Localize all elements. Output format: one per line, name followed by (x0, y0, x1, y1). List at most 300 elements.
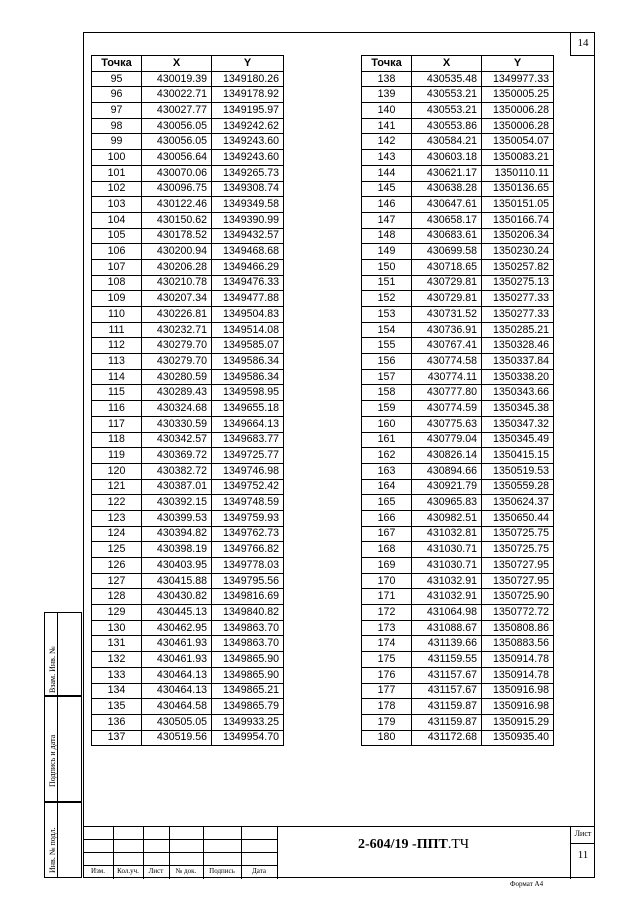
cell-x: 430464.13 (142, 667, 212, 683)
table-row (92, 291, 284, 307)
cell-point: 152 (362, 291, 412, 307)
table-row (362, 448, 554, 464)
cell-y: 1350006.28 (482, 118, 554, 134)
table-row (362, 354, 554, 370)
cell-x: 430226.81 (142, 307, 212, 323)
cell-y: 1350914.78 (482, 667, 554, 683)
cell-y: 1350650.44 (482, 510, 554, 526)
cell-y: 1350275.13 (482, 275, 554, 291)
cell-point: 98 (92, 118, 142, 134)
table-row (92, 683, 284, 699)
cell-y: 1349390.99 (212, 212, 284, 228)
cell-y: 1349586.34 (212, 354, 284, 370)
cell-x: 430445.13 (142, 605, 212, 621)
cell-x: 431032.91 (412, 573, 482, 589)
cell-point: 151 (362, 275, 412, 291)
cell-x: 430921.79 (412, 479, 482, 495)
cell-x: 430369.72 (142, 448, 212, 464)
cell-x: 431159.87 (412, 699, 482, 715)
table-row (92, 181, 284, 197)
header-point: Точка (362, 56, 412, 72)
table-row (362, 401, 554, 417)
cell-x: 431159.55 (412, 652, 482, 668)
document-code: 2-604/19 -ППТ.ТЧ (358, 837, 469, 852)
table-row (362, 636, 554, 652)
table-row (362, 416, 554, 432)
cell-x: 430767.41 (412, 338, 482, 354)
cell-point: 116 (92, 401, 142, 417)
cell-point: 124 (92, 526, 142, 542)
cell-point: 144 (362, 165, 412, 181)
cell-y: 1350285.21 (482, 322, 554, 338)
table-row (362, 558, 554, 574)
cell-point: 162 (362, 448, 412, 464)
cell-y: 1349746.98 (212, 463, 284, 479)
cell-point: 126 (92, 558, 142, 574)
cell-point: 168 (362, 542, 412, 558)
cell-point: 113 (92, 354, 142, 370)
table-row (362, 730, 554, 746)
cell-y: 1350883.56 (482, 636, 554, 652)
cell-y: 1350257.82 (482, 259, 554, 275)
cell-point: 165 (362, 495, 412, 511)
cell-x: 430464.58 (142, 699, 212, 715)
cell-y: 1350725.75 (482, 542, 554, 558)
cell-point: 119 (92, 448, 142, 464)
cell-x: 430779.04 (412, 432, 482, 448)
cell-x: 430279.70 (142, 354, 212, 370)
caption-data: Дата (252, 867, 266, 875)
cell-y: 1349349.58 (212, 197, 284, 213)
table-row (92, 71, 284, 87)
cell-point: 133 (92, 667, 142, 683)
cell-point: 163 (362, 463, 412, 479)
cell-point: 161 (362, 432, 412, 448)
cell-x: 430777.80 (412, 385, 482, 401)
caption-kol: Кол.уч. (117, 867, 139, 875)
cell-point: 112 (92, 338, 142, 354)
cell-point: 138 (362, 71, 412, 87)
cell-point: 170 (362, 573, 412, 589)
cell-y: 1350772.72 (482, 605, 554, 621)
cell-y: 1349865.90 (212, 667, 284, 683)
table-row (362, 542, 554, 558)
cell-x: 430461.93 (142, 652, 212, 668)
table-row (362, 589, 554, 605)
title-block (83, 826, 595, 878)
cell-point: 137 (92, 730, 142, 746)
side-stamp-inv (44, 802, 82, 878)
cell-x: 430826.14 (412, 448, 482, 464)
cell-x: 430553.21 (412, 103, 482, 119)
side-label-vzam: Взам. Инв. № (48, 646, 57, 693)
cell-point: 97 (92, 103, 142, 119)
cell-point: 178 (362, 699, 412, 715)
cell-y: 1349180.26 (212, 71, 284, 87)
cell-x: 430324.68 (142, 401, 212, 417)
cell-point: 156 (362, 354, 412, 370)
cell-y: 1349766.82 (212, 542, 284, 558)
table-row (92, 432, 284, 448)
table-row (92, 165, 284, 181)
sheet-label: Лист (574, 829, 592, 838)
table-row (92, 589, 284, 605)
cell-x: 431032.91 (412, 589, 482, 605)
header-y: Y (482, 56, 554, 72)
cell-point: 160 (362, 416, 412, 432)
cell-point: 167 (362, 526, 412, 542)
cell-x: 430382.72 (142, 463, 212, 479)
cell-x: 430553.21 (412, 87, 482, 103)
cell-point: 136 (92, 714, 142, 730)
table-row (92, 526, 284, 542)
table-row (362, 667, 554, 683)
cell-y: 1349477.88 (212, 291, 284, 307)
cell-y: 1349476.33 (212, 275, 284, 291)
cell-point: 114 (92, 369, 142, 385)
cell-point: 142 (362, 134, 412, 150)
cell-y: 1349514.08 (212, 322, 284, 338)
sheet-number: 11 (577, 849, 589, 861)
table-row (362, 87, 554, 103)
cell-point: 140 (362, 103, 412, 119)
cell-point: 176 (362, 667, 412, 683)
table-row (92, 573, 284, 589)
cell-x: 431064.98 (412, 605, 482, 621)
cell-point: 123 (92, 510, 142, 526)
cell-point: 102 (92, 181, 142, 197)
cell-point: 122 (92, 495, 142, 511)
cell-y: 1349683.77 (212, 432, 284, 448)
table-row (362, 181, 554, 197)
cell-y: 1350230.24 (482, 244, 554, 260)
cell-point: 153 (362, 307, 412, 323)
header-y: Y (212, 56, 284, 72)
cell-point: 108 (92, 275, 142, 291)
cell-point: 179 (362, 714, 412, 730)
table-row (92, 275, 284, 291)
cell-x: 430019.39 (142, 71, 212, 87)
cell-y: 1350914.78 (482, 652, 554, 668)
cell-y: 1349468.68 (212, 244, 284, 260)
cell-point: 171 (362, 589, 412, 605)
cell-y: 1350935.40 (482, 730, 554, 746)
cell-y: 1349752.42 (212, 479, 284, 495)
table-row (362, 714, 554, 730)
cell-x: 430553.86 (412, 118, 482, 134)
cell-x: 430584.21 (412, 134, 482, 150)
table-row (92, 667, 284, 683)
header-x: X (412, 56, 482, 72)
table-row (362, 510, 554, 526)
cell-x: 430330.59 (142, 416, 212, 432)
cell-point: 147 (362, 212, 412, 228)
header-x: X (142, 56, 212, 72)
cell-point: 107 (92, 259, 142, 275)
cell-y: 1349308.74 (212, 181, 284, 197)
cell-point: 115 (92, 385, 142, 401)
cell-y: 1350005.25 (482, 87, 554, 103)
table-row (92, 103, 284, 119)
table-row (362, 495, 554, 511)
cell-point: 154 (362, 322, 412, 338)
caption-doc: № док. (175, 867, 197, 875)
table-row (362, 683, 554, 699)
table-row (362, 307, 554, 323)
table-row (92, 479, 284, 495)
cell-y: 1349243.60 (212, 134, 284, 150)
cell-y: 1350725.90 (482, 589, 554, 605)
cell-x: 430462.95 (142, 620, 212, 636)
cell-y: 1350624.37 (482, 495, 554, 511)
cell-y: 1350206.34 (482, 228, 554, 244)
cell-point: 135 (92, 699, 142, 715)
cell-y: 1350277.33 (482, 307, 554, 323)
table-row (92, 636, 284, 652)
side-stamp-vzam (44, 612, 82, 696)
cell-point: 101 (92, 165, 142, 181)
cell-point: 174 (362, 636, 412, 652)
side-label-inv: Инв. № подл. (48, 827, 57, 873)
cell-point: 128 (92, 589, 142, 605)
table-row (362, 652, 554, 668)
cell-point: 132 (92, 652, 142, 668)
table-row (92, 542, 284, 558)
cell-y: 1349778.03 (212, 558, 284, 574)
cell-x: 430342.57 (142, 432, 212, 448)
cell-x: 430399.53 (142, 510, 212, 526)
table-row (362, 118, 554, 134)
cell-x: 431157.67 (412, 667, 482, 683)
cell-y: 1350345.38 (482, 401, 554, 417)
cell-point: 177 (362, 683, 412, 699)
cell-y: 1350110.11 (482, 165, 554, 181)
table-row (362, 322, 554, 338)
caption-podpis: Подпись (209, 867, 235, 875)
cell-y: 1349585.07 (212, 338, 284, 354)
cell-y: 1350151.05 (482, 197, 554, 213)
table-row (92, 228, 284, 244)
table-row (92, 338, 284, 354)
cell-x: 430280.59 (142, 369, 212, 385)
table-row (362, 605, 554, 621)
cell-point: 131 (92, 636, 142, 652)
cell-point: 157 (362, 369, 412, 385)
cell-y: 1350006.28 (482, 103, 554, 119)
cell-x: 430200.94 (142, 244, 212, 260)
cell-x: 430056.64 (142, 150, 212, 166)
cell-y: 1350916.98 (482, 683, 554, 699)
side-label-podpis: Подпись и дата (48, 734, 57, 787)
cell-x: 430505.05 (142, 714, 212, 730)
cell-point: 164 (362, 479, 412, 495)
cell-y: 1349432.57 (212, 228, 284, 244)
cell-x: 431088.67 (412, 620, 482, 636)
cell-x: 431032.81 (412, 526, 482, 542)
cell-point: 143 (362, 150, 412, 166)
cell-point: 173 (362, 620, 412, 636)
cell-y: 1350166.74 (482, 212, 554, 228)
cell-y: 1350345.49 (482, 432, 554, 448)
cell-x: 430603.18 (412, 150, 482, 166)
cell-point: 125 (92, 542, 142, 558)
cell-point: 95 (92, 71, 142, 87)
cell-y: 1350915.29 (482, 714, 554, 730)
top-sheet-number: 14 (570, 32, 595, 56)
cell-y: 1350415.15 (482, 448, 554, 464)
cell-x: 430022.71 (142, 87, 212, 103)
cell-x: 430056.05 (142, 134, 212, 150)
cell-point: 146 (362, 197, 412, 213)
table-row (92, 699, 284, 715)
cell-y: 1350727.95 (482, 573, 554, 589)
cell-x: 430289.43 (142, 385, 212, 401)
cell-x: 430699.58 (412, 244, 482, 260)
cell-x: 431159.87 (412, 714, 482, 730)
cell-y: 1350519.53 (482, 463, 554, 479)
cell-y: 1349977.33 (482, 71, 554, 87)
table-row (362, 212, 554, 228)
cell-x: 430775.63 (412, 416, 482, 432)
cell-y: 1350559.28 (482, 479, 554, 495)
cell-y: 1349865.90 (212, 652, 284, 668)
cell-y: 1349242.62 (212, 118, 284, 134)
cell-x: 430736.91 (412, 322, 482, 338)
cell-point: 103 (92, 197, 142, 213)
cell-point: 155 (362, 338, 412, 354)
cell-y: 1349748.59 (212, 495, 284, 511)
table-row (362, 385, 554, 401)
cell-x: 430070.06 (142, 165, 212, 181)
cell-x: 430178.52 (142, 228, 212, 244)
cell-point: 130 (92, 620, 142, 636)
cell-y: 1350727.95 (482, 558, 554, 574)
table-row (92, 259, 284, 275)
cell-point: 172 (362, 605, 412, 621)
cell-y: 1350054.07 (482, 134, 554, 150)
table-row (362, 244, 554, 260)
cell-y: 1349863.70 (212, 636, 284, 652)
cell-point: 134 (92, 683, 142, 699)
table-row (362, 228, 554, 244)
cell-y: 1350347.32 (482, 416, 554, 432)
cell-y: 1349865.21 (212, 683, 284, 699)
cell-y: 1349795.56 (212, 573, 284, 589)
table-row (362, 291, 554, 307)
table-row (362, 259, 554, 275)
cell-x: 430519.56 (142, 730, 212, 746)
table-row (362, 165, 554, 181)
table-row (362, 134, 554, 150)
table-row (362, 699, 554, 715)
cell-x: 430387.01 (142, 479, 212, 495)
cell-point: 104 (92, 212, 142, 228)
table-row (92, 495, 284, 511)
cell-point: 120 (92, 463, 142, 479)
table-row (92, 118, 284, 134)
cell-x: 430394.82 (142, 526, 212, 542)
cell-x: 430658.17 (412, 212, 482, 228)
cell-y: 1350725.75 (482, 526, 554, 542)
cell-y: 1349933.25 (212, 714, 284, 730)
table-row (92, 385, 284, 401)
table-row (92, 605, 284, 621)
cell-y: 1349655.18 (212, 401, 284, 417)
cell-x: 430096.75 (142, 181, 212, 197)
cell-point: 127 (92, 573, 142, 589)
cell-y: 1350338.20 (482, 369, 554, 385)
cell-x: 430982.51 (412, 510, 482, 526)
cell-x: 430774.58 (412, 354, 482, 370)
cell-x: 430056.05 (142, 118, 212, 134)
table-row (362, 432, 554, 448)
table-row (92, 401, 284, 417)
table-row (362, 479, 554, 495)
table-row (362, 526, 554, 542)
cell-y: 1349265.73 (212, 165, 284, 181)
cell-x: 430718.65 (412, 259, 482, 275)
cell-y: 1350343.66 (482, 385, 554, 401)
cell-x: 430398.19 (142, 542, 212, 558)
cell-point: 175 (362, 652, 412, 668)
cell-x: 430027.77 (142, 103, 212, 119)
cell-point: 166 (362, 510, 412, 526)
cell-y: 1350916.98 (482, 699, 554, 715)
table-row (362, 103, 554, 119)
cell-x: 430403.95 (142, 558, 212, 574)
cell-x: 430392.15 (142, 495, 212, 511)
cell-x: 431157.67 (412, 683, 482, 699)
table-row (362, 275, 554, 291)
cell-y: 1350328.46 (482, 338, 554, 354)
cell-y: 1349725.77 (212, 448, 284, 464)
cell-x: 430415.88 (142, 573, 212, 589)
table-row (92, 369, 284, 385)
cell-x: 430461.93 (142, 636, 212, 652)
table-row (92, 244, 284, 260)
cell-x: 431030.71 (412, 558, 482, 574)
caption-izm: Изм. (91, 867, 105, 875)
table-row (92, 354, 284, 370)
cell-x: 430621.17 (412, 165, 482, 181)
cell-y: 1350136.65 (482, 181, 554, 197)
cell-y: 1349178.92 (212, 87, 284, 103)
cell-y: 1349466.29 (212, 259, 284, 275)
cell-x: 430683.61 (412, 228, 482, 244)
cell-y: 1349504.83 (212, 307, 284, 323)
cell-point: 148 (362, 228, 412, 244)
table-row (92, 416, 284, 432)
cell-y: 1349863.70 (212, 620, 284, 636)
table-row (92, 197, 284, 213)
cell-x: 431172.68 (412, 730, 482, 746)
table-row (92, 558, 284, 574)
cell-point: 180 (362, 730, 412, 746)
cell-point: 118 (92, 432, 142, 448)
table-row (92, 307, 284, 323)
cell-point: 121 (92, 479, 142, 495)
cell-x: 430638.28 (412, 181, 482, 197)
cell-point: 109 (92, 291, 142, 307)
table-row (362, 463, 554, 479)
cell-y: 1350808.86 (482, 620, 554, 636)
cell-x: 430464.13 (142, 683, 212, 699)
cell-y: 1349954.70 (212, 730, 284, 746)
table-row (92, 322, 284, 338)
cell-point: 100 (92, 150, 142, 166)
cell-x: 430207.34 (142, 291, 212, 307)
cell-y: 1349816.69 (212, 589, 284, 605)
